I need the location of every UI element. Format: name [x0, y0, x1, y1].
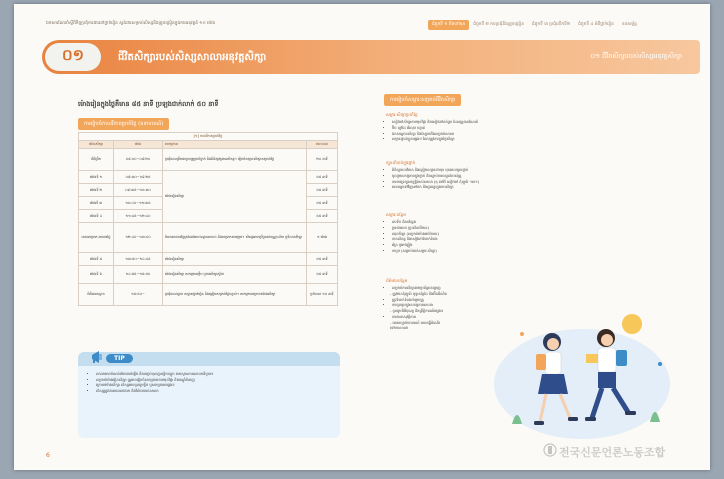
table-row — [79, 223, 338, 253]
group-heading: ក្បួនចាំបាច់ក្នុងថ្នាក់ — [386, 160, 416, 165]
list-item: • សម្រាប់ការសិក្សាតាមប្រព័ន្ធអនឡាញ — [392, 286, 502, 292]
cell-period: ម៉ោងទី ៥ — [79, 253, 114, 266]
schedule-table — [78, 132, 338, 306]
table-row — [79, 284, 338, 306]
megaphone-icon — [90, 349, 106, 365]
tab-chapter-3[interactable]: ជំពូកទី ៣ ប្រជុំលើកទី២ — [531, 22, 571, 27]
cell-period: ម៉ោងទី ៣ — [79, 197, 114, 210]
cell-time: ០៩:៣៥~១០:៣០ — [114, 184, 163, 197]
cell-duration: ១ ម៉ោង — [307, 223, 338, 253]
list-item: • ការធានាសុវត្ថិភាព — [392, 315, 502, 321]
cell-time: ១២:៤០~១៣:៤០ — [114, 223, 163, 253]
list-item: • ប្រអប់បាយ (ប្រសិនបើមាន) — [392, 226, 647, 232]
document-page — [14, 4, 710, 470]
group-heading: សម្ភារៈបន្ថែម — [386, 212, 406, 217]
tab-chapter-2[interactable]: ជំពូកទី ២ ការប្រជុំនិងគ្រូបង្រៀន — [473, 22, 524, 27]
tab-appendix[interactable]: ឧបសម្ព័ន្ធ — [621, 22, 637, 27]
cell-time: ១៥:៥០~ — [114, 284, 163, 306]
running-title: ឯកសារណែនាំស្តីពីកិច្ចប្រជុំការងារនៅថ្នាក់រៀន ស្តង់ដារសម្រាប់សិស្សនិងគ្រូបង្រៀនក្នុងការអនុវត្តន៍ ១០ ម៉ោង — [46, 21, 216, 26]
list-item: - គោរពច្បាប់ចរាចរណ៍ ពេលធ្វើដំណើរ — [390, 320, 440, 325]
list-item: • ត្រូវទំនាក់ទំនងជាមួយគ្រូ — [392, 298, 502, 304]
cell-duration: ៥៥ នាទី — [307, 253, 338, 266]
list-item: • សម្រាប់ម៉ោងរៀនសិក្សា គ្រូអាចរៀបចំសកម្មភាពតាមមុខវិជ្ជា និងបណ្ដុំជំនាញ — [96, 378, 336, 384]
list-item: • ឯកសណ្ឋានសិក្សា និងស្បែកជើងសម្រាប់សាលា — [392, 132, 647, 138]
cell-time: ១០:៤០~១១:៣៥ — [114, 197, 163, 210]
schedule-section-title: ការរៀបចំកាលវិភាគប្រចាំថ្ងៃ (ឧទាហរណ៍) — [78, 118, 169, 130]
cell-duration: ប្រហែល ១០ នាទី — [307, 284, 338, 306]
intro-text: ម៉ោងរៀនក្នុងថ្ងៃគឺមាន ៨៥ នាទី ប្រឡងជាក់លាក់ ៥០ នាទី — [78, 100, 219, 108]
union-logo-icon — [543, 443, 557, 457]
chapter-banner — [42, 40, 700, 74]
group-list — [386, 120, 647, 143]
list-item: • ប៊ិច ខ្មៅដៃ ជ័រលុប បន្ទាត់ — [392, 126, 647, 132]
list-item: • ក្រោយម៉ោងសិក្សា សិស្សអាចចូលរួមក្លឹប ឬសកម្មភាពផ្សេងៗ — [96, 383, 336, 389]
cell-time: ១៤:៥៥~១៥:៥០ — [114, 266, 163, 284]
chapter-number: ០១ — [45, 43, 101, 71]
cell-period: ម៉ោងទី ២ — [79, 184, 114, 197]
cell-activity: ម៉ោងរៀនសិក្សា — [163, 253, 307, 266]
materials-section-title: ការរៀបចំសម្ភារៈសម្រាប់ជីវិតសិក្សា — [384, 94, 461, 106]
chapter-tabs — [428, 20, 641, 30]
list-item: • កាបូប (សម្រាប់ដាក់សម្ភារៈសិក្សា) — [392, 249, 647, 255]
list-item: ទៅមកសាលា — [390, 326, 409, 331]
list-item: • សៀវភៅសិក្សាតាមមុខវិជ្ជា និងសៀវភៅកត់ត្រា ដែលគ្រូបានណែនាំ — [392, 120, 647, 126]
schedule-caption: [១] កាលវិភាគប្រចាំថ្ងៃ — [79, 133, 338, 141]
list-item: - ត្រូវមានកុំព្យូទ័រ ឬទូរស័ព្ទដៃ និងអ៊ីនធឺណិត — [390, 291, 447, 296]
cell-duration: ៥៥ នាទី — [307, 171, 338, 184]
list-item: - ចូលរួមពិធីបុណ្យ និងព្រឹត្តិការណ៍ផ្សេងៗ — [390, 309, 444, 313]
banner-subtitle: ០១ ជីវិតសិក្សារបស់សិស្សអនុវត្តសិក្សា — [590, 52, 682, 60]
list-item: • ពិនិត្យកាលវិភាគ និងត្រៀមសម្ភារៈជាមុន មុនពេលចូលថ្នាក់ — [392, 168, 647, 174]
cell-period: ម៉ោងទី ៦ — [79, 266, 114, 284]
cell-duration: ៥៥ នាទី — [307, 197, 338, 210]
cell-activity: ពិសារអាហារថ្ងៃត្រង់នៅអាហារដ្ឋានសាលា និងសម្រាកតាមក្រុម។ សិស្សអាចប្រើប្រាស់បណ្ណាល័យ ឬទីលានកីឡា — [163, 223, 307, 253]
cell-period: ម៉ោងទី ៤ — [79, 210, 114, 223]
tab-chapter-1[interactable]: ជំពូកទី ១ គិតទៅមុខ — [428, 20, 469, 30]
table-row — [79, 171, 338, 184]
list-item: • ការចូលរួមក្នុងសកម្មភាពសាលា — [392, 303, 502, 309]
table-row — [79, 253, 338, 266]
cell-period: ពិធីព្រឹក — [79, 149, 114, 171]
cell-time: ០៨:៣០~០៩:២៥ — [114, 171, 163, 184]
cell-time: ០៨:០០~០៨:២០ — [114, 149, 163, 171]
chapter-title: ជីវិតសិក្សារបស់សិស្សសាលាអនុវត្តសិក្សា — [118, 52, 267, 63]
cell-time: ១៣:៥០~១៤:៤៥ — [114, 253, 163, 266]
cell-activity: ម៉ោងរៀនសិក្សា — [163, 171, 307, 223]
group-heading: ព័ត៌មានបន្ថែម — [386, 278, 408, 283]
cell-duration: ៥៥ នាទី — [307, 266, 338, 284]
table-row — [79, 266, 338, 284]
list-item: • ចូលរួមសកម្មភាពក្នុងថ្នាក់ និងស្ដាប់ការពន្យល់របស់គ្រូ — [392, 174, 647, 180]
col-header-period: ម៉ោងសិក្សា — [79, 141, 114, 149]
list-item: • កាតសិស្ស និងសៀវភៅទំនាក់ទំនង — [392, 237, 647, 243]
students-running-illustration — [482, 294, 682, 444]
list-item: • ឆ័ត្រ ឬអាវភ្លៀង — [392, 243, 647, 249]
page-number: 6 — [46, 452, 50, 459]
col-header-duration: រយៈពេល — [307, 141, 338, 149]
cell-period: ពេលសម្រាក អាហារថ្ងៃ — [79, 223, 114, 253]
list-item: • ការពារទ្រព្យសម្បត្តិរបស់សាលា (តុ កៅអី សៀវភៅ កុំព្យូទ័រ ។ល។) — [392, 180, 647, 186]
tip-box — [78, 352, 340, 438]
list-item: • ឈុតកីឡា (សម្រាប់ម៉ោងអប់រំកាយ) — [392, 232, 647, 238]
cell-activity: ប្រជុំពេលព្រឹកជាមួយគ្រូប្រចាំថ្នាក់ និងពិនិត្យវត្តមានសិស្ស។ រៀបចំសម្ភារៈសិក្សាសម្រាប់ថ្ងៃ — [163, 149, 307, 171]
tab-chapter-4[interactable]: ជំពូកទី ៤ អំពីថ្នាក់រៀន — [578, 22, 614, 27]
group-heading: សម្ភារៈសិក្សាប្រចាំថ្ងៃ — [386, 112, 418, 117]
col-header-time: ម៉ោង — [114, 141, 163, 149]
cell-period: ពិធីពេលល្ងាច — [79, 284, 114, 306]
tip-list — [90, 372, 336, 394]
col-header-activity: សកម្មភាព — [163, 141, 307, 149]
tip-label: TIP — [106, 354, 133, 363]
cell-duration: ២០ នាទី — [307, 149, 338, 171]
cell-period: ម៉ោងទី ១ — [79, 171, 114, 184]
list-item: • សិស្សត្រូវគោរពពេលវេលា និងវិន័យរបស់សាលា — [96, 389, 336, 395]
group-list — [386, 220, 647, 255]
cell-time: ១១:៤៥~១២:៤០ — [114, 210, 163, 223]
watermark-text: 전국신문언론노동조합 — [559, 446, 666, 459]
list-item: • គោរពគ្នាទៅវិញទៅមក និងជួយគ្នាក្នុងការសិក្សា — [392, 185, 647, 191]
list-item: • សម្ភារៈផ្ទាល់ខ្លួនផ្សេងៗ ដែលត្រូវការក្នុងថ្ងៃសិក្សា — [392, 137, 647, 143]
list-item: • សាលាអាចកំណត់ម៉ោងចាប់ផ្ដើម និងបញ្ចប់ខុសគ្នាបន្តិចបន្តួច តាមស្ថានភាពសាលានីមួយៗ — [96, 372, 336, 378]
list-item: • ដបទឹក និងកន្សែង — [392, 220, 647, 226]
cell-activity: ប្រជុំពេលល្ងាច សម្អាតថ្នាក់រៀន និងត្រៀមសម្រាប់ថ្ងៃបន្ទាប់។ សកម្មភាពក្រោយម៉ោងសិក្សា — [163, 284, 307, 306]
cell-duration: ៥៥ នាទី — [307, 210, 338, 223]
table-row — [79, 149, 338, 171]
cell-duration: ៥៥ នាទី — [307, 184, 338, 197]
cell-activity: ម៉ោងរៀនសិក្សា សកម្មភាពក្លឹប ឬការសិក្សាស្វ័យ — [163, 266, 307, 284]
group-list — [386, 168, 647, 191]
